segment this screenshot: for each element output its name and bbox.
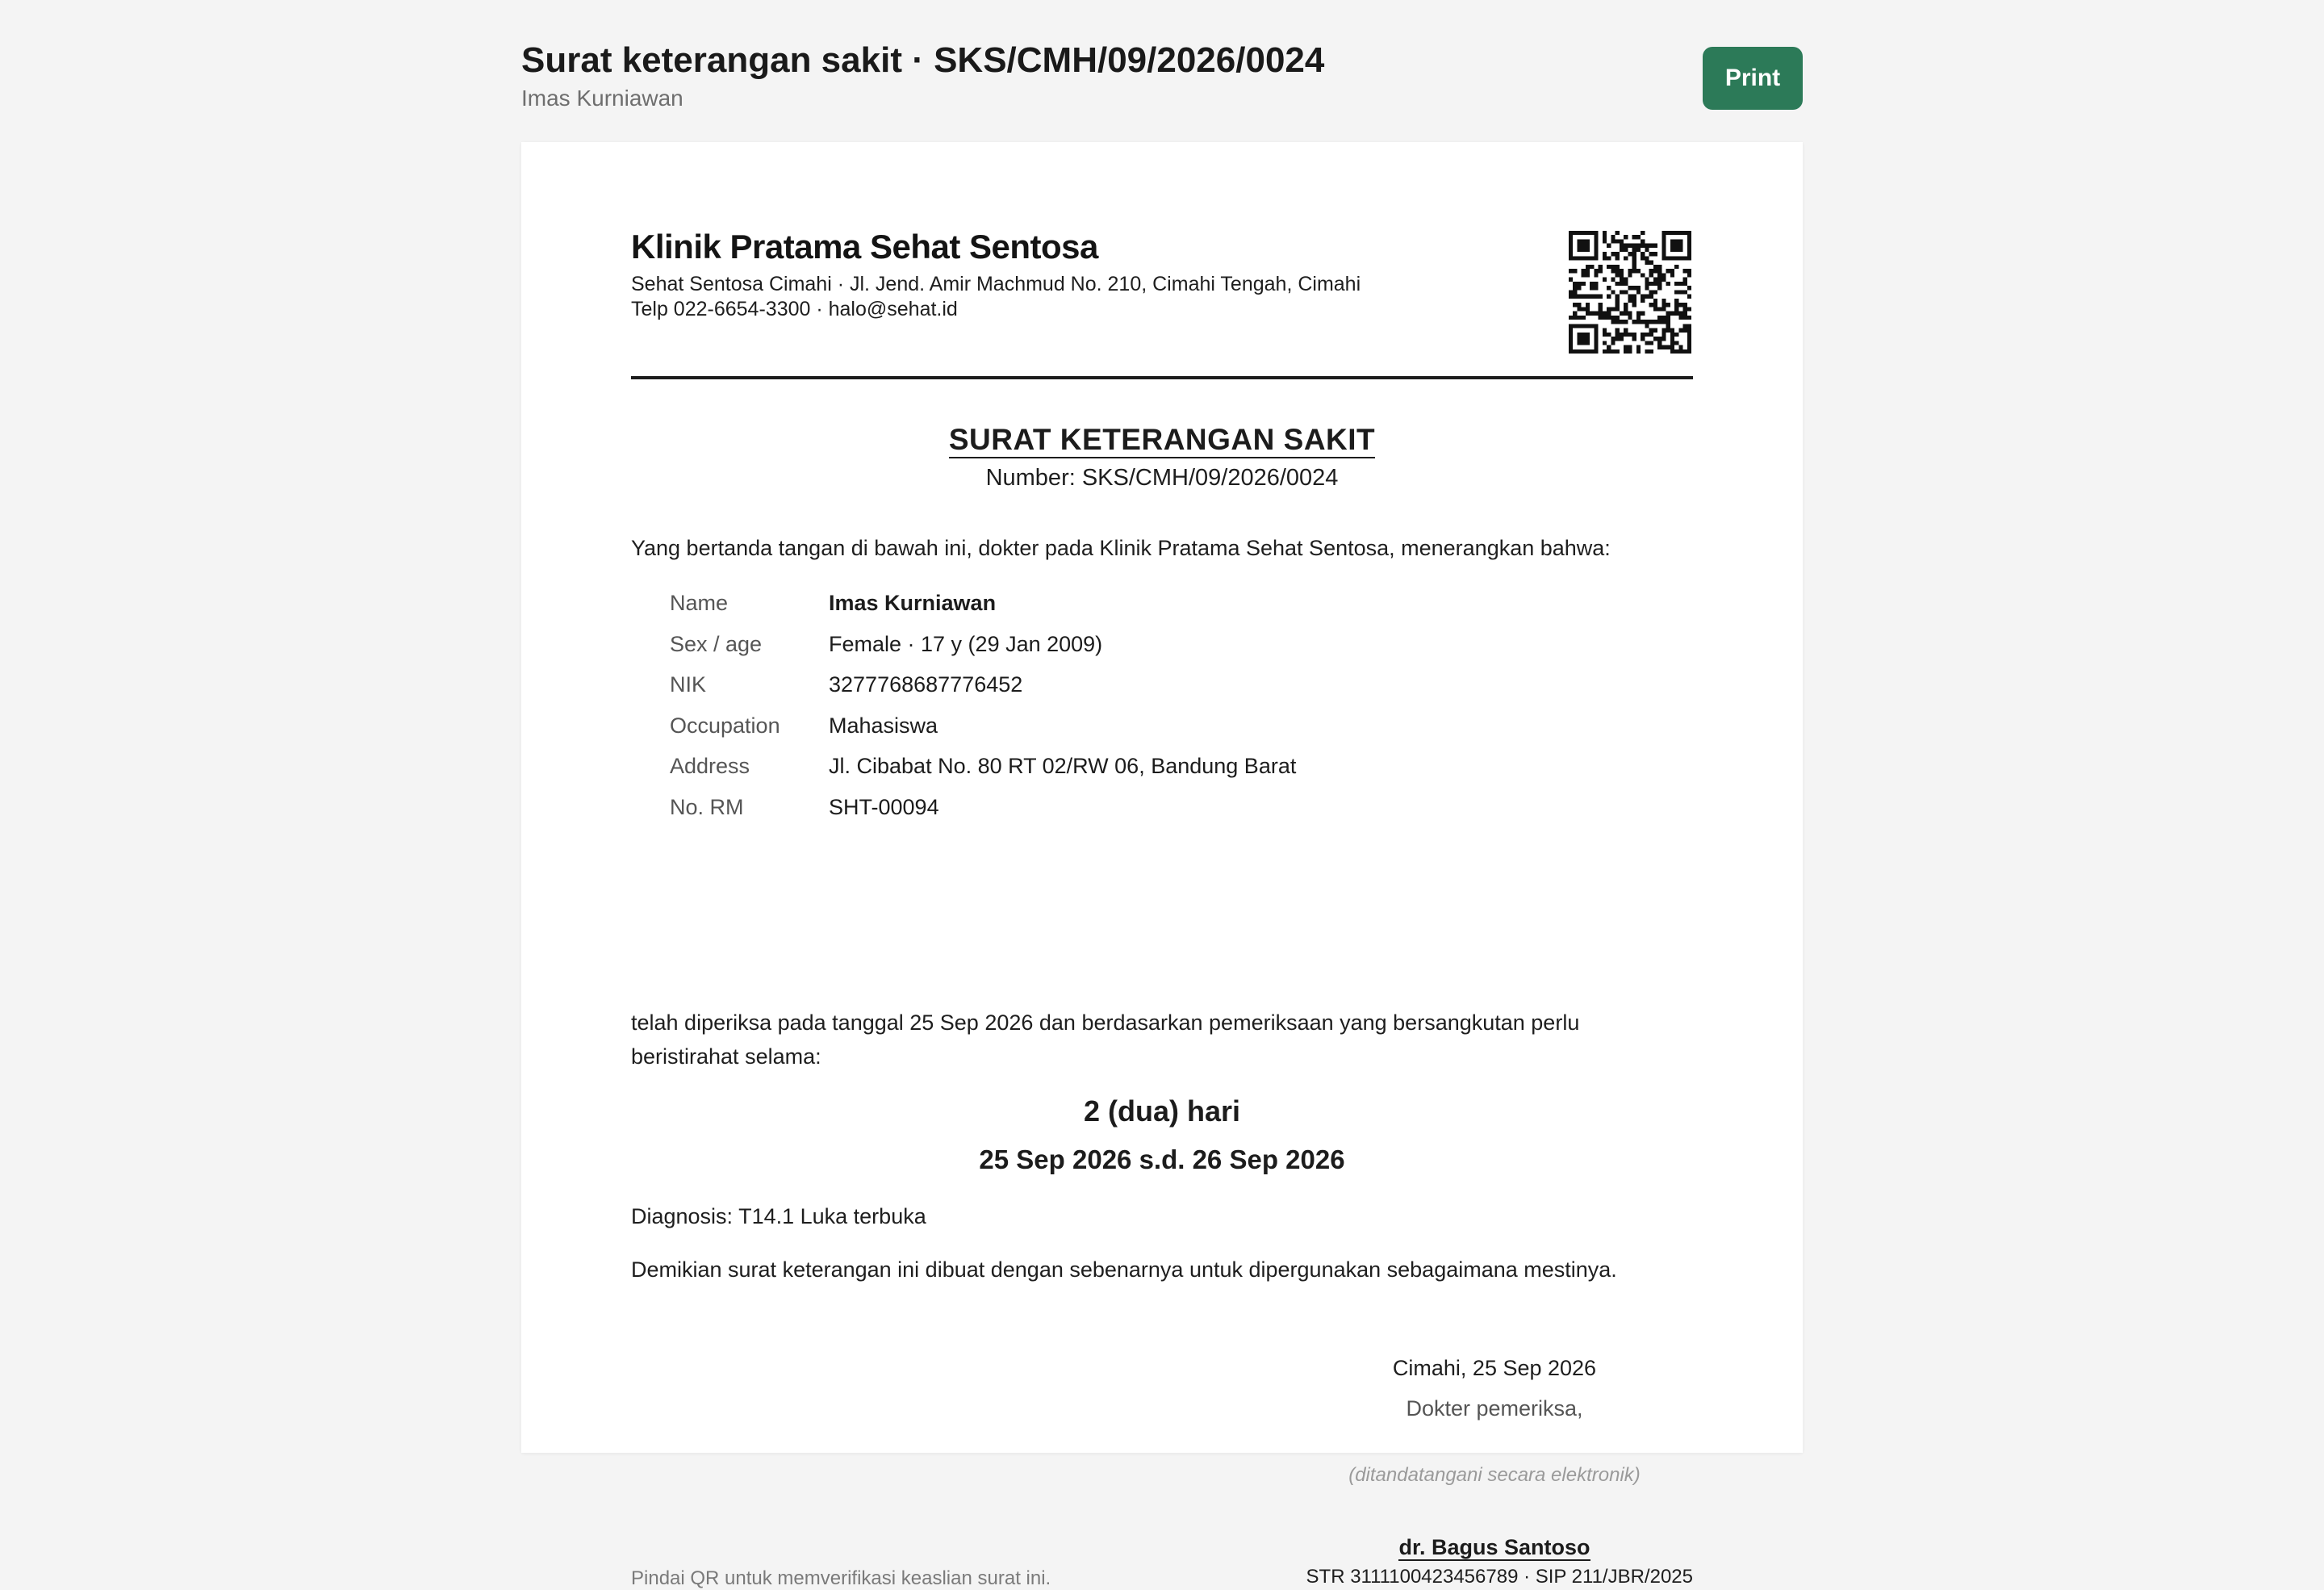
field-value: 3277768687776452	[829, 672, 1023, 697]
intro-text: Yang bertanda tangan di bawah ini, dokter pada Klinik Pratama Sehat Sentosa, menerangkan bahwa:	[631, 536, 1611, 560]
page-subtitle: Imas Kurniawan	[521, 86, 683, 111]
header-divider	[631, 376, 1693, 379]
signature-role: Dokter pemeriksa,	[1406, 1396, 1583, 1421]
field-label: NIK	[670, 672, 707, 697]
diagnosis: Diagnosis: T14.1 Luka terbuka	[631, 1204, 926, 1228]
top-bar	[521, 40, 1803, 121]
clinic-address: Sehat Sentosa Cimahi · Jl. Jend. Amir Machmud No. 210, Cimahi Tengah, Cimahi	[631, 273, 1361, 295]
document-sheet	[521, 142, 1803, 1589]
field-label: Sex / age	[670, 631, 763, 656]
clinic-contact: Telp 022-6654-3300 · halo@sehat.id	[631, 298, 958, 320]
signature-place-date: Cimahi, 25 Sep 2026	[1392, 1356, 1597, 1380]
page-title: Surat keterangan sakit · SKS/CMH/09/2026/0024	[521, 40, 1325, 80]
field-value: SHT-00094	[829, 794, 939, 819]
document-content	[631, 142, 1693, 1589]
qr-code-icon	[1569, 231, 1691, 354]
field-label: No. RM	[670, 794, 744, 819]
rest-duration: 2 (dua) hari	[1083, 1094, 1241, 1128]
signature-block	[1325, 1356, 1664, 1487]
doctor-license: STR 3111100423456789 · SIP 211/JBR/2025	[1306, 1566, 1693, 1588]
clinic-name: Klinik Pratama Sehat Sentosa	[631, 228, 1098, 266]
examination-statement: telah diperiksa pada tanggal 25 Sep 2026 dan berdasarkan pemeriksaan yang bersangkutan perlu beristirahat selama:	[631, 1010, 1580, 1069]
print-button[interactable]: Print	[1703, 47, 1803, 110]
document-title-text: SURAT KETERANGAN SAKIT	[949, 423, 1375, 458]
field-value: Mahasiswa	[829, 713, 938, 738]
rest-period: 25 Sep 2026 s.d. 26 Sep 2026	[979, 1144, 1345, 1174]
field-value: Female · 17 y (29 Jan 2009)	[829, 631, 1103, 656]
closing-statement: Demikian surat keterangan ini dibuat dengan sebenarnya untuk dipergunakan sebagaimana mestinya.	[631, 1257, 1617, 1282]
document-title	[631, 423, 1693, 457]
field-label: Name	[670, 591, 729, 615]
field-label: Address	[670, 754, 750, 778]
field-value: Imas Kurniawan	[829, 591, 997, 615]
doctor-name-text: dr. Bagus Santoso	[1398, 1535, 1590, 1559]
field-label: Occupation	[670, 713, 780, 738]
doctor-name	[1325, 1535, 1664, 1560]
field-value: Jl. Cibabat No. 80 RT 02/RW 06, Bandung Barat	[829, 754, 1297, 778]
qr-verification-note: Pindai QR untuk memverifikasi keaslian surat ini.	[631, 1567, 1051, 1589]
electronic-signature-note: (ditandatangani secara elektronik)	[1348, 1464, 1641, 1486]
document-number: Number: SKS/CMH/09/2026/0024	[985, 465, 1339, 491]
